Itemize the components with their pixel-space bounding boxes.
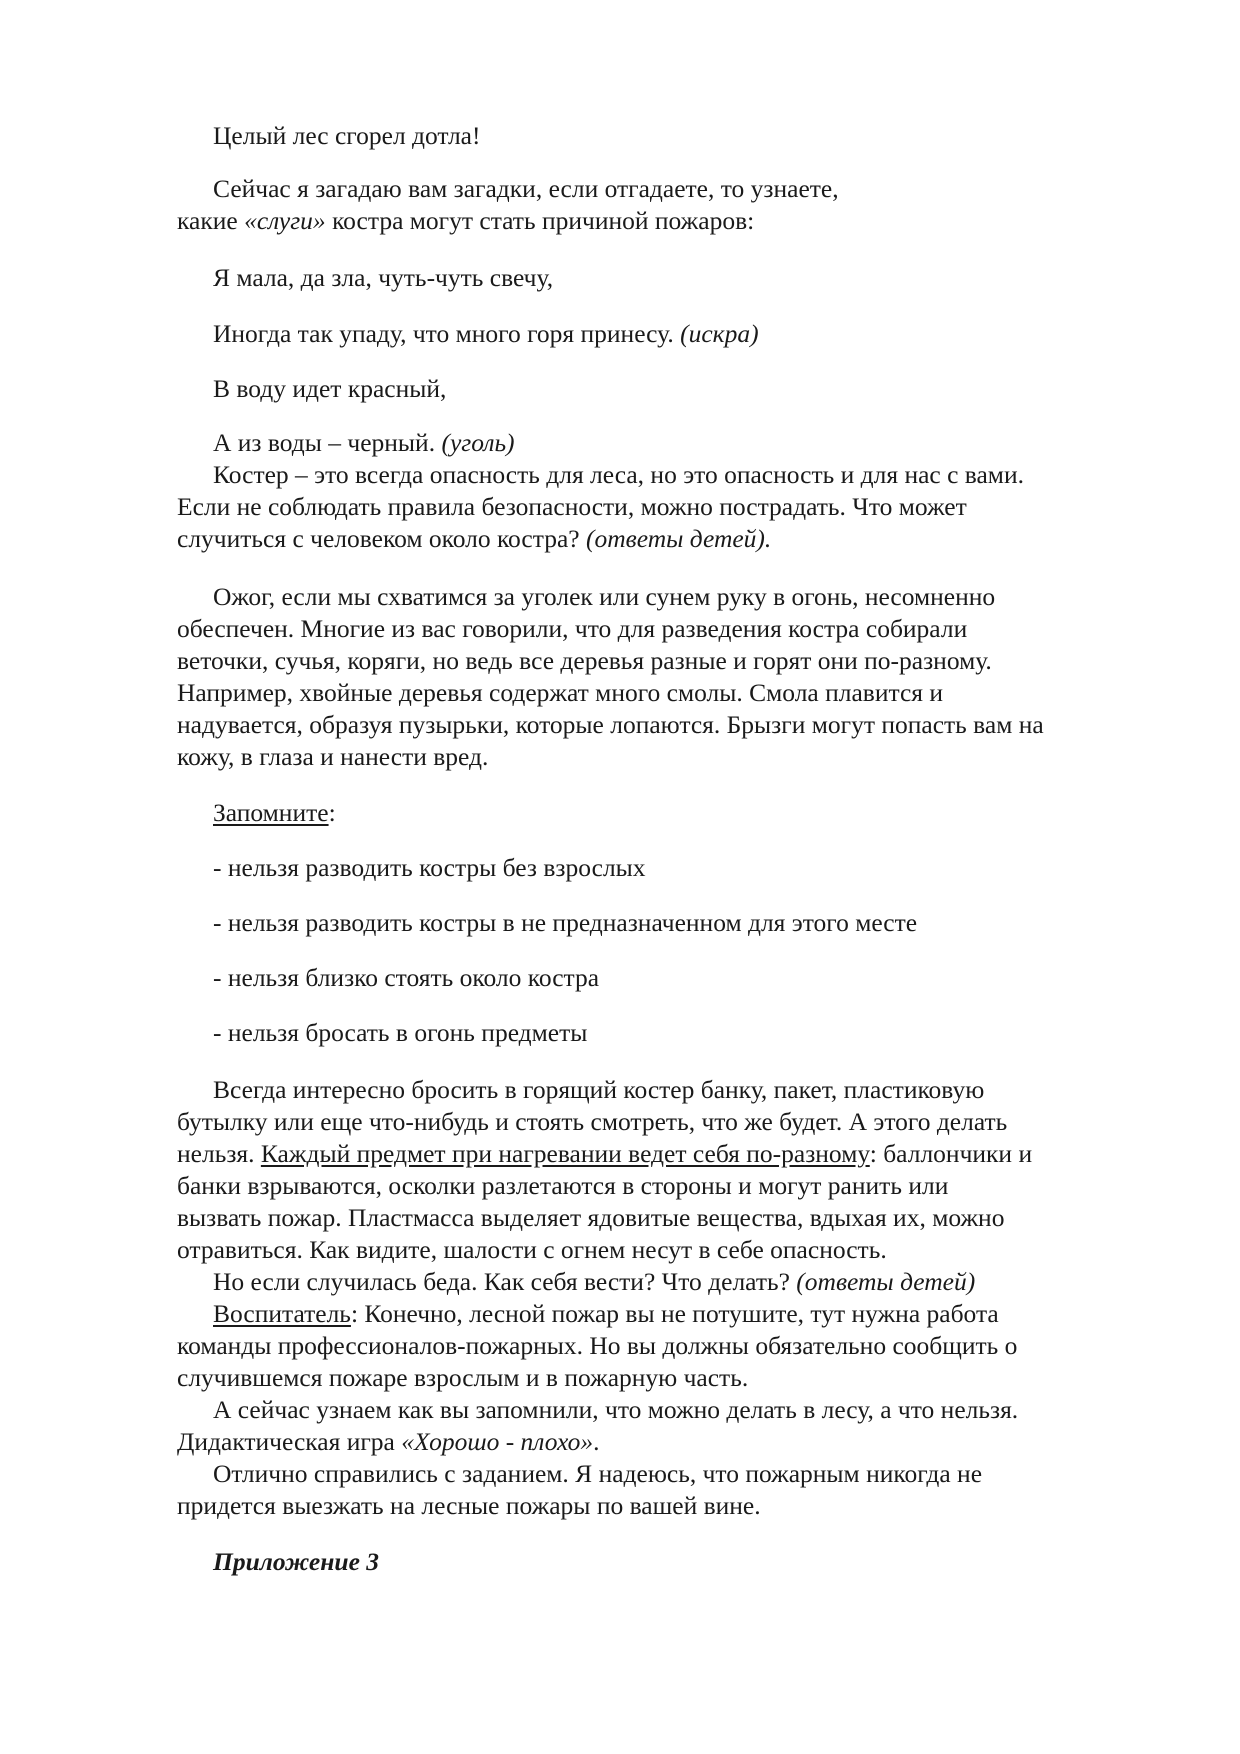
text-line: Воспитатель: Конечно, лесной пожар вы не потушите, тут нужна работа <box>213 1299 999 1328</box>
text-line: Всегда интересно бросить в горящий костер банку, пакет, пластиковую <box>213 1075 985 1104</box>
text-line: Ожог, если мы схватимся за уголек или сунем руку в огонь, несомненно <box>213 582 996 611</box>
riddle-line: Я мала, да зла, чуть-чуть свечу, <box>213 263 554 292</box>
rule-item: - нельзя бросать в огонь предметы <box>213 1018 588 1047</box>
text-line: Целый лес сгорел дотла! <box>213 121 481 150</box>
text-line: команды профессионалов-пожарных. Но вы должны обязательно сообщить о <box>177 1331 1018 1360</box>
text-line: Отлично справились с заданием. Я надеюсь, что пожарным никогда не <box>213 1459 983 1488</box>
text-line: Костер – это всегда опасность для леса, но это опасность и для нас с вами. <box>213 460 1024 489</box>
rule-item: - нельзя разводить костры в не предназначенном для этого месте <box>213 908 918 937</box>
text-line: придется выезжать на лесные пожары по вашей вине. <box>177 1491 761 1520</box>
text-line: обеспечен. Многие из вас говорили, что для разведения костра собирали <box>177 614 968 643</box>
rule-item: - нельзя близко стоять около костра <box>213 963 600 992</box>
text-line: бутылку или еще что-нибудь и стоять смотреть, что же будет. А этого делать <box>177 1107 1008 1136</box>
text-line: отравиться. Как видите, шалости с огнем несут в себе опасность. <box>177 1235 887 1264</box>
text-line: Сейчас я загадаю вам загадки, если отгадаете, то узнаете, <box>213 174 839 203</box>
text-line: кожу, в глаза и нанести вред. <box>177 742 489 771</box>
text-line: Например, хвойные деревья содержат много смолы. Смола плавится и <box>177 678 944 707</box>
remember-heading: Запомните: <box>213 798 336 827</box>
text-line: случившемся пожаре взрослым и в пожарную часть. <box>177 1363 749 1392</box>
text-line: вызвать пожар. Пластмасса выделяет ядовитые вещества, вдыхая их, можно <box>177 1203 1005 1232</box>
appendix-heading: Приложение 3 <box>213 1547 380 1576</box>
text-line: случиться с человеком около костра? (ответы детей). <box>177 524 772 553</box>
riddle-line: В воду идет красный, <box>213 374 447 403</box>
rule-item: - нельзя разводить костры без взрослых <box>213 853 646 882</box>
text-line: банки взрываются, осколки разлетаются в стороны и могут ранить или <box>177 1171 949 1200</box>
text-line: какие «слуги» костра могут стать причиной пожаров: <box>177 206 755 235</box>
text-line: Но если случилась беда. Как себя вести? Что делать? (ответы детей) <box>213 1267 976 1296</box>
text-line: А сейчас узнаем как вы запомнили, что можно делать в лесу, а что нельзя. <box>213 1395 1019 1424</box>
text-line: Дидактическая игра «Хорошо - плохо». <box>177 1427 600 1456</box>
text-line: надувается, образуя пузырьки, которые лопаются. Брызги могут попасть вам на <box>177 710 1044 739</box>
riddle-line: Иногда так упаду, что много горя принесу. (искра) <box>213 319 759 348</box>
text-line: Если не соблюдать правила безопасности, можно пострадать. Что может <box>177 492 967 521</box>
text-line: веточки, сучья, коряги, но ведь все деревья разные и горят они по-разному. <box>177 646 992 675</box>
text-line: нельзя. Каждый предмет при нагревании ведет себя по-разному: баллончики и <box>177 1139 1033 1168</box>
riddle-line: А из воды – черный. (уголь) <box>213 428 515 457</box>
